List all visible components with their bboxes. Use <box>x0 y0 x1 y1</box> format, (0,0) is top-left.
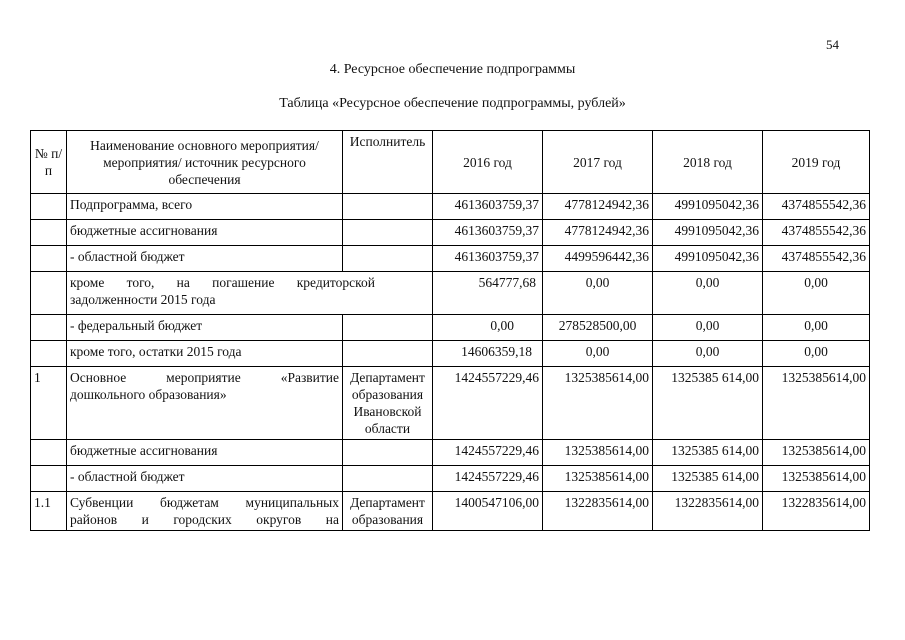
cell-2018: 0,00 <box>653 272 763 315</box>
header-2017: 2017 год <box>543 131 653 194</box>
cell-2019: 0,00 <box>763 315 870 341</box>
cell-name: бюджетные ассигнования <box>67 440 343 466</box>
cell-num <box>31 272 67 315</box>
table-row <box>31 492 870 531</box>
cell-2017: 4778124942,36 <box>543 194 653 220</box>
cell-2019: 1325385614,00 <box>763 367 870 440</box>
table-row <box>31 220 870 246</box>
cell-num <box>31 246 67 272</box>
cell-2017: 0,00 <box>543 341 653 367</box>
table-header-row <box>31 131 870 194</box>
section-title: 4. Ресурсное обеспечение подпрограммы <box>329 62 576 77</box>
cell-2017: 1325385614,00 <box>543 367 653 440</box>
cell-num <box>31 341 67 367</box>
cell-2019: 0,00 <box>763 272 870 315</box>
cell-name: бюджетные ассигнования <box>67 220 343 246</box>
cell-2019: 4374855542,36 <box>763 246 870 272</box>
header-2016: 2016 год <box>433 131 543 194</box>
header-num: № п/п <box>31 131 67 194</box>
cell-2017: 278528500,00 <box>543 315 653 341</box>
cell-2016: 4613603759,37 <box>433 246 543 272</box>
cell-name-line1: кроме того, на погашение кредиторской <box>70 275 375 290</box>
table-row <box>31 272 870 315</box>
cell-name-line1: Субвенции бюджетам муниципальных <box>70 495 339 510</box>
cell-name-line2: задолженности 2015 года <box>70 292 216 307</box>
cell-name <box>67 272 433 315</box>
cell-2016: 14606359,18 <box>433 341 543 367</box>
cell-num: 1.1 <box>31 492 67 531</box>
cell-2019: 4374855542,36 <box>763 194 870 220</box>
cell-name: - областной бюджет <box>67 466 343 492</box>
table-row <box>31 246 870 272</box>
header-2018: 2018 год <box>653 131 763 194</box>
cell-2016: 4613603759,37 <box>433 220 543 246</box>
cell-name <box>67 492 343 531</box>
cell-num <box>31 194 67 220</box>
header-2019: 2019 год <box>763 131 870 194</box>
cell-2018: 1325385 614,00 <box>653 466 763 492</box>
cell-2017: 1325385614,00 <box>543 440 653 466</box>
cell-2019: 1322835614,00 <box>763 492 870 531</box>
cell-name: Подпрограмма, всего <box>67 194 343 220</box>
table-row <box>31 367 870 440</box>
cell-executor <box>343 220 433 246</box>
table-caption: Таблица «Ресурсное обеспечение подпрограммы, рублей» <box>279 96 626 111</box>
cell-executor <box>343 194 433 220</box>
cell-2016: 4613603759,37 <box>433 194 543 220</box>
cell-2019: 1325385614,00 <box>763 466 870 492</box>
cell-num: 1 <box>31 367 67 440</box>
cell-executor <box>343 466 433 492</box>
cell-num <box>31 315 67 341</box>
cell-name <box>67 367 343 440</box>
cell-2016: 1424557229,46 <box>433 440 543 466</box>
cell-2018: 4991095042,36 <box>653 194 763 220</box>
cell-2017: 1322835614,00 <box>543 492 653 531</box>
cell-2018: 4991095042,36 <box>653 220 763 246</box>
cell-2018: 0,00 <box>653 341 763 367</box>
cell-2018: 4991095042,36 <box>653 246 763 272</box>
cell-2018: 0,00 <box>653 315 763 341</box>
header-executor: Исполнитель <box>343 131 433 194</box>
cell-executor <box>343 315 433 341</box>
cell-2016: 0,00 <box>433 315 543 341</box>
cell-executor: Департамент образования Ивановской области <box>343 367 433 440</box>
cell-name: кроме того, остатки 2015 года <box>67 341 343 367</box>
cell-2016: 1400547106,00 <box>433 492 543 531</box>
cell-executor <box>343 440 433 466</box>
table-row <box>31 466 870 492</box>
table-row <box>31 194 870 220</box>
cell-name-line2: районов и городских округов на <box>70 512 339 527</box>
cell-2019: 1325385614,00 <box>763 440 870 466</box>
cell-2017: 4778124942,36 <box>543 220 653 246</box>
cell-name-line2: дошкольного образования» <box>70 387 227 402</box>
cell-2018: 1325385 614,00 <box>653 367 763 440</box>
cell-executor <box>343 341 433 367</box>
cell-2018: 1325385 614,00 <box>653 440 763 466</box>
cell-2017: 1325385614,00 <box>543 466 653 492</box>
table-row <box>31 341 870 367</box>
page-number: 54 <box>826 37 839 52</box>
cell-2016: 1424557229,46 <box>433 466 543 492</box>
cell-num <box>31 220 67 246</box>
cell-executor <box>343 246 433 272</box>
cell-2017: 4499596442,36 <box>543 246 653 272</box>
table-row <box>31 440 870 466</box>
cell-executor: Департамент образования <box>343 492 433 531</box>
cell-2019: 0,00 <box>763 341 870 367</box>
resource-table <box>30 130 870 531</box>
cell-name: - федеральный бюджет <box>67 315 343 341</box>
cell-2016: 564777,68 <box>433 272 543 315</box>
cell-num <box>31 440 67 466</box>
cell-2019: 4374855542,36 <box>763 220 870 246</box>
cell-2018: 1322835614,00 <box>653 492 763 531</box>
cell-2016: 1424557229,46 <box>433 367 543 440</box>
header-name: Наименование основного мероприятия/мероприятия/ источник ресурсного обеспечения <box>67 131 343 194</box>
cell-name: - областной бюджет <box>67 246 343 272</box>
cell-num <box>31 466 67 492</box>
cell-name-line1: Основное мероприятие «Развитие <box>70 370 339 385</box>
cell-2017: 0,00 <box>543 272 653 315</box>
table-row <box>31 315 870 341</box>
